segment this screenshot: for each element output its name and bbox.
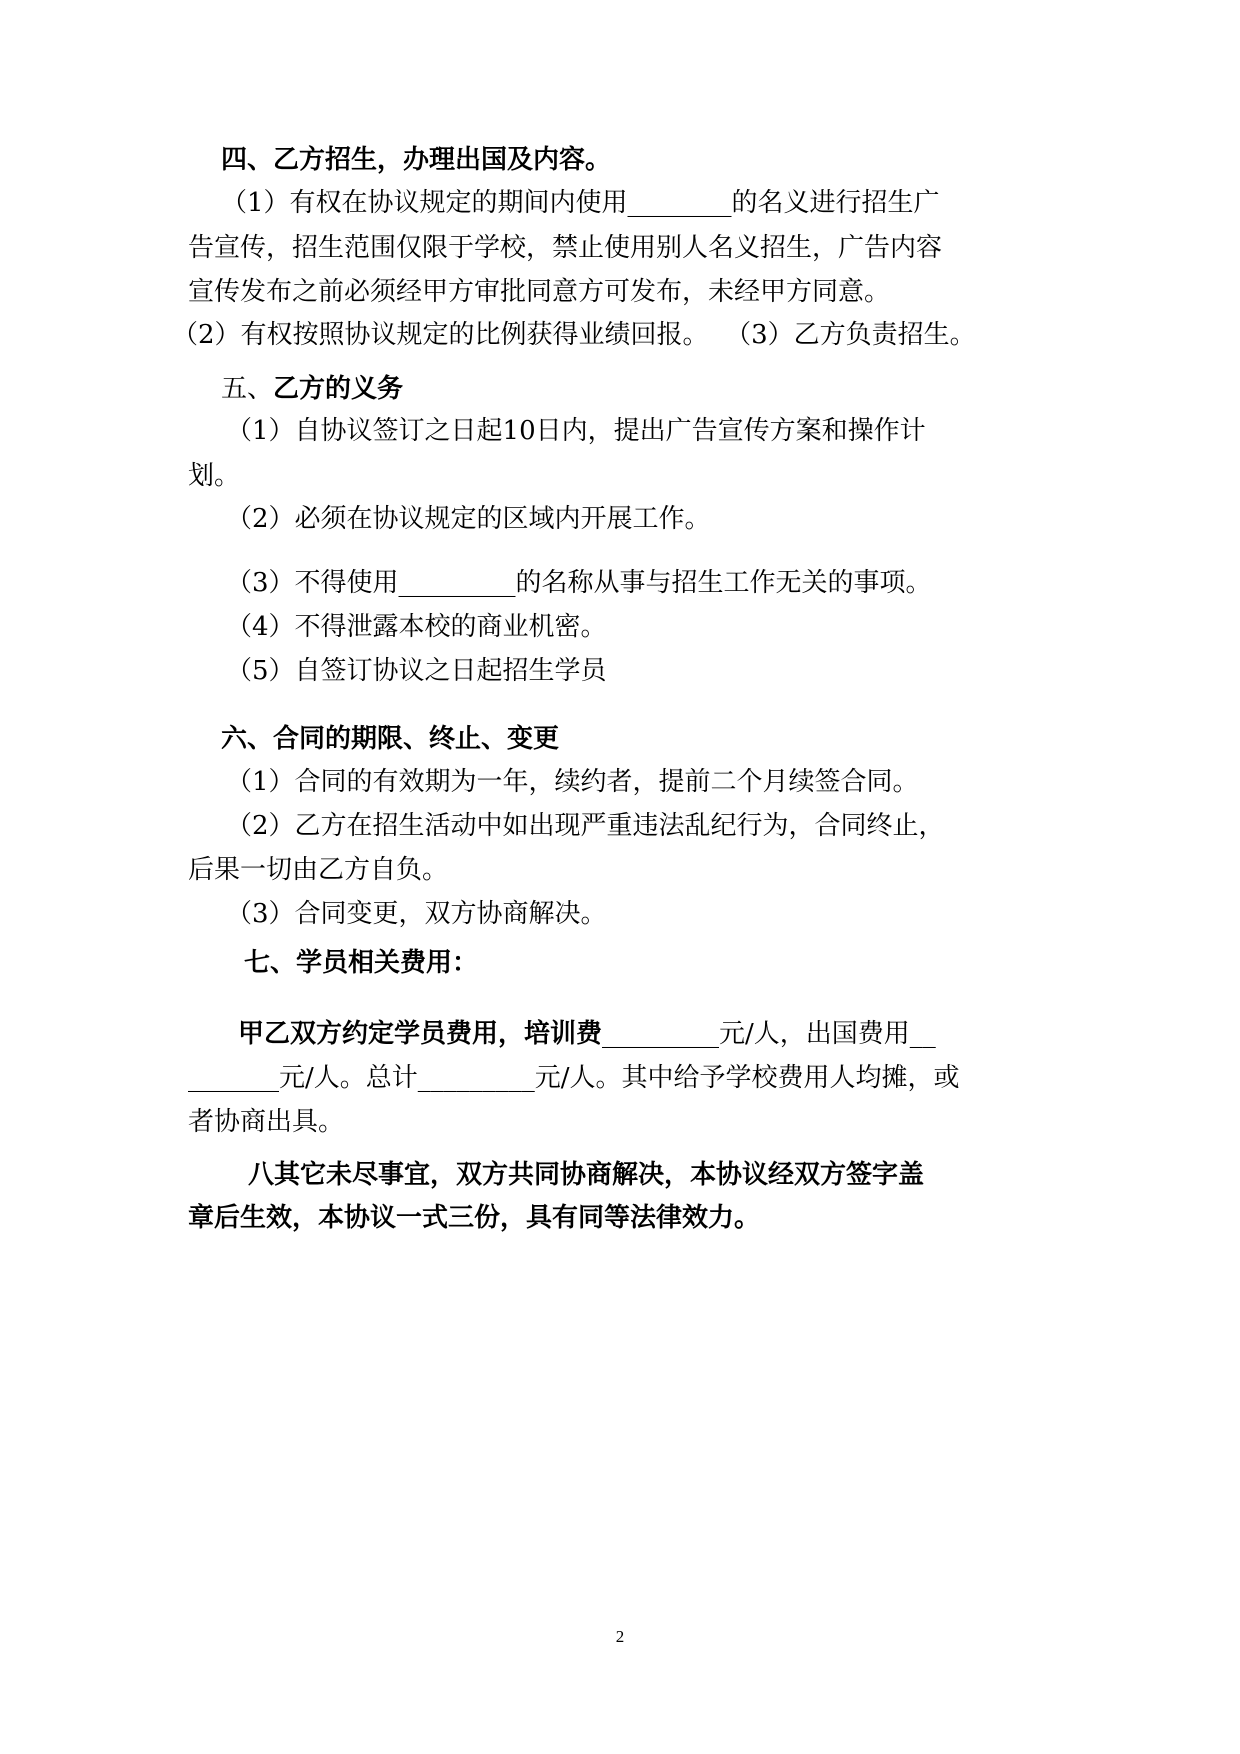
section-4-line-2: 告宣传，招生范围仅限于学校，禁止使用别人名义招生，广告内容 (188, 233, 943, 263)
section-5-line-6: （5）自签订协议之日起招生学员 (226, 656, 607, 686)
section-4-line-4: （2）有权按照协议规定的比例获得业绩回报。 （3）乙方负责招生。 (172, 320, 976, 350)
section-6-line-4: （3）合同变更，双方协商解决。 (226, 899, 607, 929)
section-4-line-1: （1）有权在协议规定的期间内使用________的名义进行招生广 (221, 188, 940, 218)
section-4-line-3: 宣传发布之前必须经甲方审批同意方可发布，未经甲方同意。 (188, 277, 891, 307)
section-5-line-5: （4）不得泄露本校的商业机密。 (226, 612, 607, 642)
section-5-line-1: （1）自协议签订之日起10日内，提出广告宣传方案和操作计 (226, 416, 926, 446)
section-4-heading: 四、乙方招生，办理出国及内容。 (221, 145, 612, 175)
section-7-line-3: 者协商出具。 (188, 1107, 345, 1137)
section-7-line-1 (238, 1019, 936, 1049)
section-5-line-4: （3）不得使用_________的名称从事与招生工作无关的事项。 (226, 568, 932, 598)
section-5-heading (221, 374, 403, 404)
section-6-line-3: 后果一切由乙方自负。 (188, 855, 449, 885)
section-7-line-1-rest: _________元/人，出国费用__ (602, 1019, 936, 1049)
section-5-heading-title: 乙方的义务 (273, 374, 404, 404)
section-5-heading-number: 五、 (221, 374, 274, 404)
section-6-heading: 六、合同的期限、终止、变更 (221, 724, 560, 754)
section-5-line-2: 划。 (188, 461, 241, 491)
section-8-line-1: 八其它未尽事宜，双方共同协商解决，本协议经双方签字盖 (248, 1160, 925, 1190)
page-number: 2 (615, 1627, 625, 1646)
section-5-line-3: （2）必须在协议规定的区域内开展工作。 (226, 504, 711, 534)
section-8-line-2: 章后生效，本协议一式三份，具有同等法律效力。 (188, 1203, 761, 1233)
section-7-heading: 七、学员相关费用： (244, 948, 479, 978)
section-6-line-1: （1）合同的有效期为一年，续约者，提前二个月续签合同。 (226, 767, 919, 797)
section-7-line-2: _______元/人。总计_________元/人。其中给予学校费用人均摊，或 (188, 1063, 960, 1093)
section-7-line-1-bold: 甲乙双方约定学员费用，培训费 (238, 1019, 603, 1049)
section-6-line-2: （2）乙方在招生活动中如出现严重违法乱纪行为，合同终止， (226, 811, 945, 841)
